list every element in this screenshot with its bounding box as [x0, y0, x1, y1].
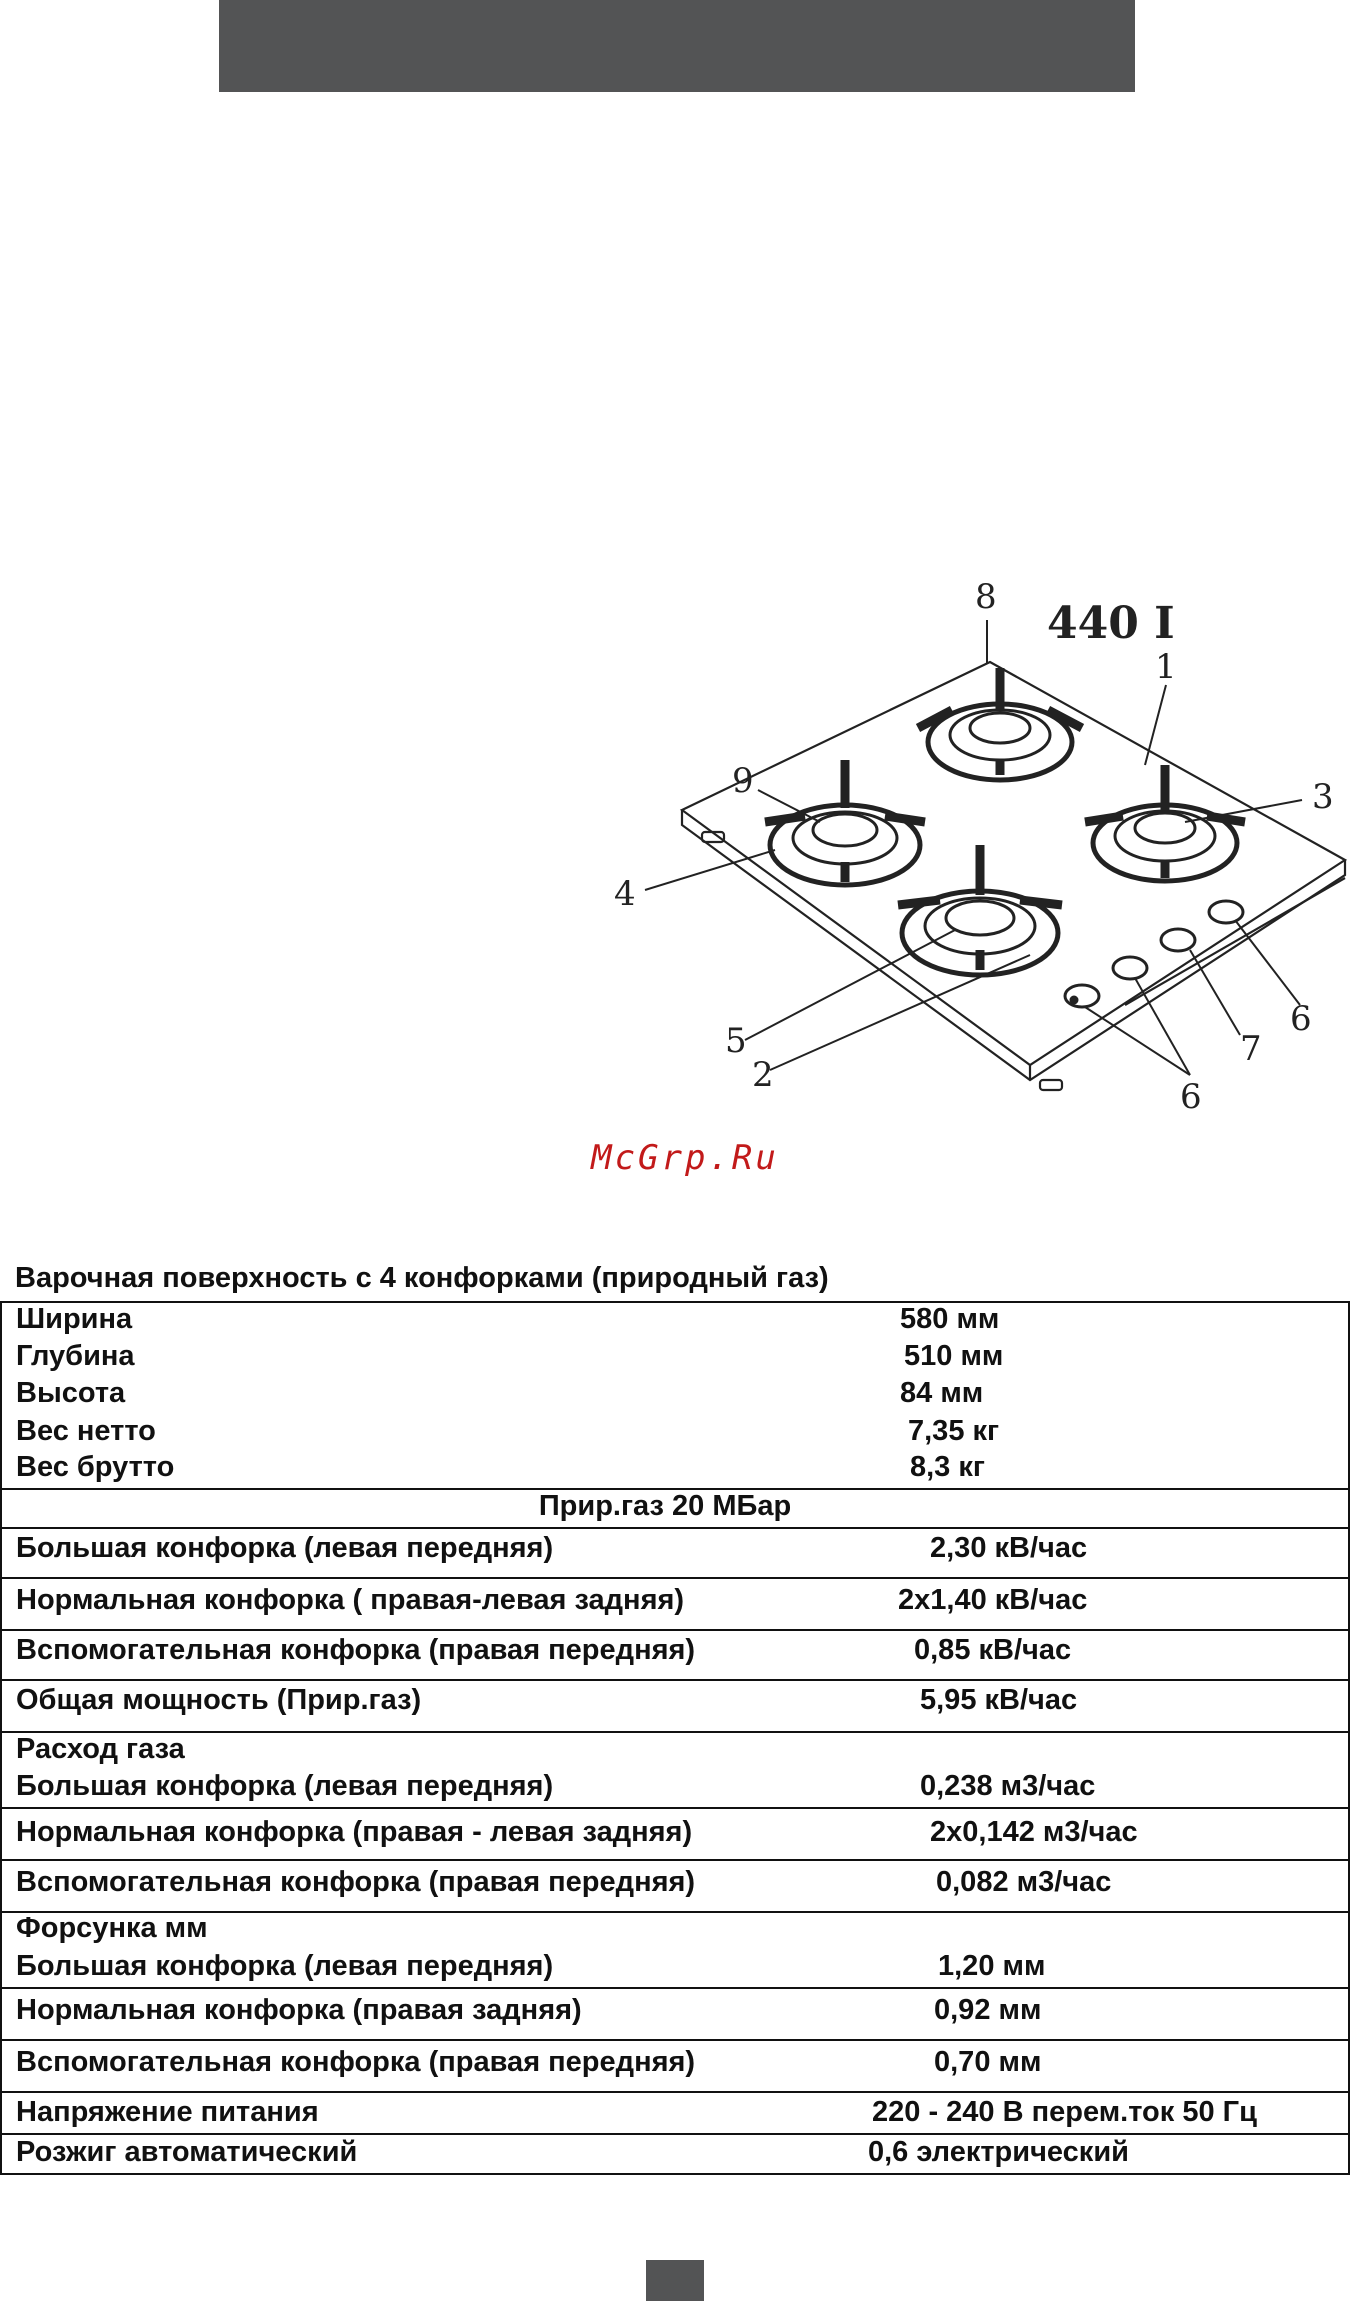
watermark: McGrp.Ru: [591, 1138, 779, 1178]
control-knobs: [1065, 901, 1243, 1007]
spec-row-nozzle-aux: Вспомогательная конфорка (правая передняя) 0,70 мм: [0, 2041, 1350, 2093]
spec-row-power-large: Большая конфорка (левая передняя) 2,30 кВ/час: [0, 1529, 1350, 1579]
spec-row-net-weight: Вес нетто 7,35 кг: [0, 1414, 1350, 1452]
spec-row-consumption-header: Расход газа: [0, 1733, 1350, 1770]
spec-row-power-normal: Нормальная конфорка ( правая-левая задняя) 2x1,40 кВ/час: [0, 1579, 1350, 1631]
spec-row-depth: Глубина 510 мм: [0, 1340, 1350, 1377]
callout-2: 2: [752, 1055, 774, 1095]
spec-row-power-total: Общая мощность (Прир.газ) 5,95 кВ/час: [0, 1681, 1350, 1733]
spec-title: Варочная поверхность с 4 конфорками (природный газ): [15, 1262, 829, 1294]
spec-row-voltage: Напряжение питания 220 - 240 В перем.ток 50 Гц: [0, 2093, 1350, 2135]
callout-7: 7: [1240, 1029, 1262, 1069]
spec-row-nozzle-normal: Нормальная конфорка (правая задняя) 0,92 мм: [0, 1989, 1350, 2041]
burner-front: [898, 845, 1062, 975]
spec-table: [0, 1301, 1350, 2175]
callout-9: 9: [732, 761, 754, 801]
spec-row-gross-weight: Вес брутто 8,3 кг: [0, 1452, 1350, 1490]
callout-8: 8: [975, 577, 997, 617]
callout-1: 1: [1155, 647, 1177, 687]
callout-6a: 6: [1290, 999, 1312, 1039]
callout-6b: 6: [1180, 1077, 1202, 1117]
page-marker: [646, 2260, 704, 2301]
callout-5: 5: [725, 1021, 747, 1061]
spec-row-nozzle-large: Большая конфорка (левая передняя) 1,20 мм: [0, 1949, 1350, 1989]
spec-row-ignition: Розжиг автоматический 0,6 электрический: [0, 2135, 1350, 2173]
spec-row-width: Ширина 580 мм: [0, 1303, 1350, 1340]
callout-4: 4: [614, 874, 636, 914]
model-label: 440 I: [1047, 598, 1175, 649]
header-bar: [219, 0, 1135, 92]
spec-row-height: Высота 84 мм: [0, 1377, 1350, 1414]
spec-row-consumption-aux: Вспомогательная конфорка (правая передняя) 0,082 м3/час: [0, 1861, 1350, 1913]
spec-row-nozzle-header: Форсунка мм: [0, 1913, 1350, 1949]
callout-3: 3: [1312, 777, 1334, 817]
spec-row-consumption-large: Большая конфорка (левая передняя) 0,238 м3/час: [0, 1770, 1350, 1809]
spec-row-gas-header: Прир.газ 20 МБар: [0, 1490, 1350, 1529]
burner-left-rear: [765, 760, 925, 885]
spec-row-consumption-normal: Нормальная конфорка (правая - левая задняя) 2x0,142 м3/час: [0, 1809, 1350, 1861]
burner-right-rear: [1085, 765, 1245, 881]
spec-row-power-aux: Вспомогательная конфорка (правая передняя) 0,85 кВ/час: [0, 1631, 1350, 1681]
hob-diagram: [600, 560, 1350, 1120]
